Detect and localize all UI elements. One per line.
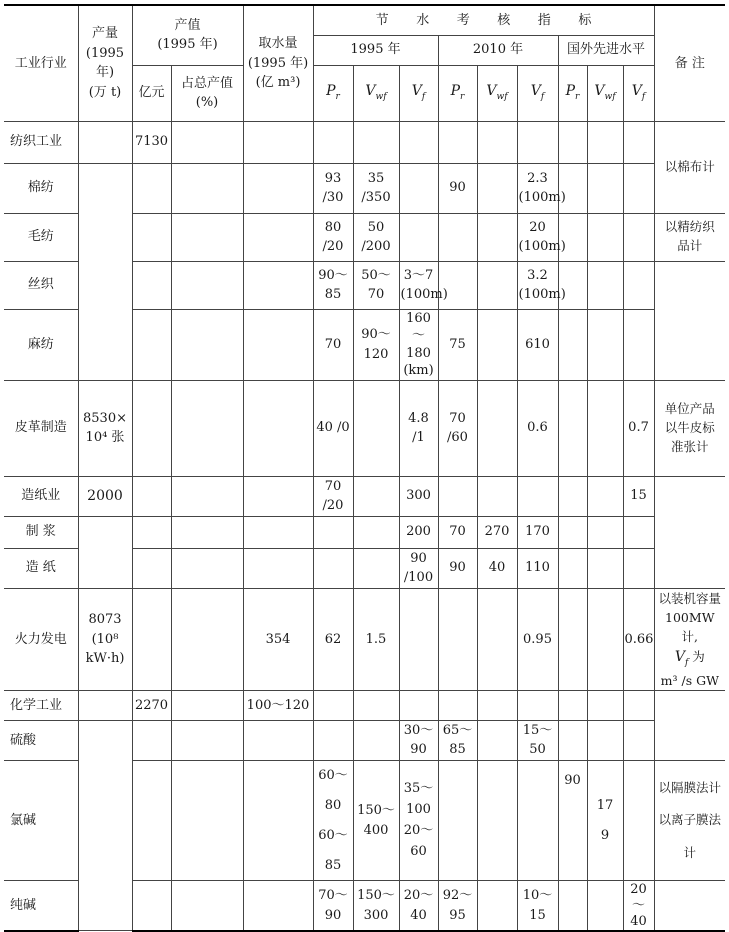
cell-vf-1995: 4.8 /1 bbox=[399, 380, 438, 476]
table-row bbox=[4, 516, 725, 548]
cell-remark: 以装机容量 100MW 计, $V_f$ 为 m³ /s GW bbox=[654, 588, 725, 690]
row-label: 纯碱 bbox=[4, 881, 78, 931]
cell-output: 8530× 10⁴ 张 bbox=[78, 380, 132, 476]
row-label: 造纸业 bbox=[4, 476, 78, 516]
header-value: 产值 (1995 年) bbox=[132, 5, 243, 65]
header-vwf-foreign: $V_{wf}$ bbox=[587, 65, 623, 121]
cell-pr-1995: 62 bbox=[313, 588, 353, 690]
cell-pr-2010: 75 bbox=[438, 309, 477, 380]
cell-vf-foreign: 20 ～ 40 bbox=[623, 881, 654, 931]
cell-vwf-1995: 150～ 400 bbox=[353, 760, 399, 881]
cell-vf-1995: 90 /100 bbox=[399, 548, 438, 588]
cell-pr-1995: 90～85 bbox=[313, 261, 353, 309]
cell-vwf-1995: 35 /350 bbox=[353, 163, 399, 213]
row-label: 火力发电 bbox=[4, 588, 78, 690]
cell-vf-1995: 3～7 (100m) bbox=[399, 261, 438, 309]
cell-vf-2010: 0.95 bbox=[517, 588, 558, 690]
cell-vwf-2010: 270 bbox=[477, 516, 517, 548]
row-label: 硫酸 bbox=[4, 720, 78, 760]
cell-output: 8073 (10⁸ kW·h) bbox=[78, 588, 132, 690]
row-label: 麻纺 bbox=[4, 309, 78, 380]
cell-remark: 单位产品 以牛皮标 准张计 bbox=[654, 380, 725, 476]
table-row bbox=[4, 380, 725, 476]
cell-remark: 以棉布计 bbox=[654, 121, 725, 213]
cell-vf-2010: 0.6 bbox=[517, 380, 558, 476]
cell-pr-2010: 90 bbox=[438, 548, 477, 588]
cell-vf-2010: 110 bbox=[517, 548, 558, 588]
cell-vf-1995: 200 bbox=[399, 516, 438, 548]
cell-pr-2010: 90 bbox=[438, 163, 477, 213]
header-water-intake: 取水量 (1995 年) (亿 m³) bbox=[243, 5, 313, 121]
cell-vf-2010: 610 bbox=[517, 309, 558, 380]
cell-vf-foreign: 15 bbox=[623, 476, 654, 516]
cell-vf-1995: 20～40 bbox=[399, 881, 438, 931]
header-foreign: 国外先进水平 bbox=[558, 35, 654, 65]
row-label: 造 纸 bbox=[4, 548, 78, 588]
cell-vf-foreign: 0.66 bbox=[623, 588, 654, 690]
cell-pr-2010: 65～85 bbox=[438, 720, 477, 760]
row-label: 化学工业 bbox=[4, 690, 78, 720]
header-vwf-2010: $V_{wf}$ bbox=[477, 65, 517, 121]
water-saving-indicator-table bbox=[4, 4, 725, 932]
cell-vf-2010: 20 (100m) bbox=[517, 213, 558, 261]
table-row bbox=[4, 476, 725, 516]
cell-water: 354 bbox=[243, 588, 313, 690]
cell-pr-2010: 92～95 bbox=[438, 881, 477, 931]
table-row bbox=[4, 690, 725, 720]
cell-pr-1995: 40 /0 bbox=[313, 380, 353, 476]
header-pr-1995: $P_r$ bbox=[313, 65, 353, 121]
row-label: 制 浆 bbox=[4, 516, 78, 548]
row-label: 丝织 bbox=[4, 261, 78, 309]
header-vf-2010: $V_f$ bbox=[517, 65, 558, 121]
cell-vf-1995: 30～90 bbox=[399, 720, 438, 760]
cell-vf-1995: 35～ 100 20～60 bbox=[399, 760, 438, 881]
header-yiyuan: 亿元 bbox=[132, 65, 171, 121]
cell-pr-1995: 70～90 bbox=[313, 881, 353, 931]
header-pr-2010: $P_r$ bbox=[438, 65, 477, 121]
cell-remark: 以隔膜法计 以离子膜法计 bbox=[654, 760, 725, 881]
cell-vf-2010: 170 bbox=[517, 516, 558, 548]
cell-vf-1995: 300 bbox=[399, 476, 438, 516]
cell-yiyuan: 7130 bbox=[132, 121, 171, 163]
cell-vf-foreign: 0.7 bbox=[623, 380, 654, 476]
header-indicators: 节 水 考 核 指 标 bbox=[313, 5, 654, 35]
header-industry: 工业行业 bbox=[4, 5, 78, 121]
header-1995: 1995 年 bbox=[313, 35, 438, 65]
cell-pr-1995: 93 /30 bbox=[313, 163, 353, 213]
cell-pr-1995: 60～80 60～85 bbox=[313, 760, 353, 881]
header-remark: 备 注 bbox=[654, 5, 725, 121]
cell-vwf-1995: 50～70 bbox=[353, 261, 399, 309]
row-label: 纺织工业 bbox=[4, 121, 78, 163]
header-vwf-1995: $V_{wf}$ bbox=[353, 65, 399, 121]
cell-vwf-1995: 150～ 300 bbox=[353, 881, 399, 931]
row-label: 氯碱 bbox=[4, 760, 78, 881]
cell-output: 2000 bbox=[78, 476, 132, 516]
row-label: 皮革制造 bbox=[4, 380, 78, 476]
cell-vwf-1995: 90～120 bbox=[353, 309, 399, 380]
table-row bbox=[4, 121, 725, 163]
cell-vf-2010: 15～50 bbox=[517, 720, 558, 760]
cell-vwf-foreign: 17 9 bbox=[587, 760, 623, 881]
cell-remark: 以精纺织 品计 bbox=[654, 213, 725, 261]
cell-vf-2010: 10～15 bbox=[517, 881, 558, 931]
header-vf-1995: $V_f$ bbox=[399, 65, 438, 121]
cell-vf-1995: 160 ～180 (km) bbox=[399, 309, 438, 380]
cell-pr-1995: 80 /20 bbox=[313, 213, 353, 261]
row-label: 棉纺 bbox=[4, 163, 78, 213]
cell-pr-foreign: 90 bbox=[558, 760, 587, 881]
header-2010: 2010 年 bbox=[438, 35, 558, 65]
table-row bbox=[4, 720, 725, 760]
table-row bbox=[4, 588, 725, 690]
cell-pr-1995: 70 bbox=[313, 309, 353, 380]
row-label: 毛纺 bbox=[4, 213, 78, 261]
cell-vwf-1995: 50 /200 bbox=[353, 213, 399, 261]
cell-vwf-2010: 40 bbox=[477, 548, 517, 588]
header-pr-foreign: $P_r$ bbox=[558, 65, 587, 121]
header-share: 占总产值 (%) bbox=[171, 65, 243, 121]
cell-pr-2010: 70 /60 bbox=[438, 380, 477, 476]
header-output: 产量 (1995 年) (万 t) bbox=[78, 5, 132, 121]
cell-pr-1995: 70 /20 bbox=[313, 476, 353, 516]
cell-pr-2010: 70 bbox=[438, 516, 477, 548]
table-row bbox=[4, 163, 725, 213]
cell-vwf-1995: 1.5 bbox=[353, 588, 399, 690]
cell-water: 100～120 bbox=[243, 690, 313, 720]
cell-vf-2010: 3.2 (100m) bbox=[517, 261, 558, 309]
cell-yiyuan: 2270 bbox=[132, 690, 171, 720]
cell-vf-2010: 2.3 (100m) bbox=[517, 163, 558, 213]
header-vf-foreign: $V_f$ bbox=[623, 65, 654, 121]
